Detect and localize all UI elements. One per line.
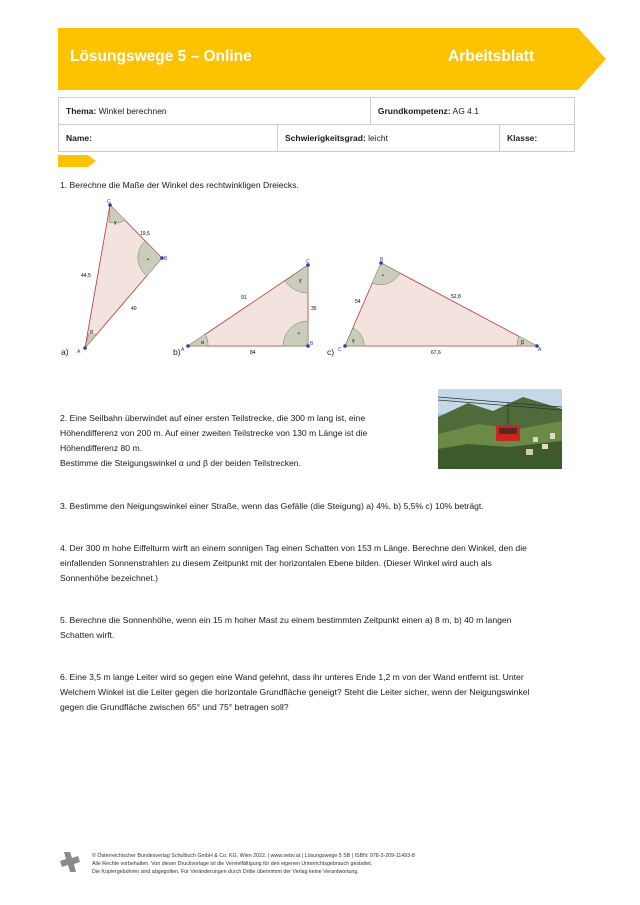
task-1: 1. Berechne die Maße der Winkel des rechtwinkligen Dreiecks. [60,180,299,190]
section-marker-arrow [58,155,98,167]
vertex-c-label: C [306,259,310,265]
triangle-a [77,199,168,355]
side-ac: 91 [241,295,247,301]
vertex-b-label: B [164,256,168,262]
vertex-c-label: C [338,347,342,353]
vertex-a-label: A [181,347,185,353]
task-6: 6. Eine 3,5 m lange Leiter wird so gegen eine Wand gelehnt, dass ihr unteres Ende 1,2 m von der Wand entfernt ist. Unter Welchem Winkel ist die Leiter gegen die horizontale Grundfläche geneigt? Steht die Leiter sicher, wenn der Neigungswinkel gegen die Grundfläche zwischen 65° und 75° betragen soll? [60,672,530,712]
triangle-figures [55,195,565,365]
competence-cell: Grundkompetenz: AG 4.1 [370,98,574,125]
class-cell[interactable]: Klasse: [500,125,575,152]
side-bc: 35 [311,306,317,312]
figure-b-label: b) [173,347,181,357]
doc-type: Arbeitsblatt [448,48,535,65]
angle-gamma: γ [352,338,355,344]
name-cell[interactable]: Name: [59,125,278,152]
series-title: Lösungswege 5 – Online [70,48,252,65]
publisher-logo-icon [60,850,82,874]
triangle-c [338,257,542,356]
angle-beta: β [521,340,524,346]
side-ac: 54 [355,299,361,305]
triangle-b [181,259,317,356]
angle-alpha: • [382,273,384,279]
side-ca: 44,5 [81,273,91,279]
task-3: 3. Bestimme den Neigungswinkel einer Straße, wenn das Gefälle (die Steigung) a) 4%, b) 5,5% c) 10% beträgt. [60,501,484,511]
figure-a-label: a) [61,347,69,357]
side-cb: 19,5 [140,231,150,237]
task-2: 2. Eine Seilbahn überwindet auf einer ersten Teilstrecke, die 300 m lang ist, eine Höhendifferenz von 200 m. Auf einer zweiten Teilstrecke von 130 m Länge ist die Höhendifferenz 80 m. Bestimme die Steigungswinkel α und β der beiden Teilstrecken. [60,413,368,468]
side-ab: 84 [250,350,256,356]
difficulty-cell: Schwierigkeitsgrad: leicht [278,125,500,152]
angle-gamma: γ [114,220,117,226]
topic-cell: Thema: Winkel berechnen [59,98,371,125]
angle-beta: • [147,257,149,263]
figure-c-label: c) [327,347,335,357]
side-ab: 40 [131,306,137,312]
vertex-c-label: C [107,199,111,205]
triangles-svg [55,195,565,365]
angle-gamma: γ [299,278,302,284]
vertex-a-label: A [538,347,542,353]
vertex-a-label: A [77,349,81,355]
vertex-b-label: B [380,257,384,263]
vertex-b-label: B [310,341,314,347]
side-ab: 52,8 [451,294,461,300]
side-cb: 67,6 [431,350,441,356]
info-table [58,97,575,152]
angle-beta: • [298,331,300,337]
header-banner [58,28,606,90]
angle-alpha: α [201,340,204,346]
footer-copyright: © Österreichischer Bundesverlag Schulbuch GmbH & Co. KG, Wien 2022. | www.oebv.at | Lösungswege 5 SB | ISBN: 978-3-209-11493-8 Alle Rechte vorbehalten. Von dieser Druckvorlage ist die Vervielfältigung für den eigenen Unterrichtsgebrauch gestattet. Die Kopiergebühren sind abgegolten. Für Veränderungen durch Dritte übernimmt der Verlag keine Verantwortung. [92,853,415,875]
task-4: 4. Der 300 m hohe Eiffelturm wirft an einem sonnigen Tag einen Schatten von 153 m Länge. Berechne den Winkel, den die einfallenden Sonnenstrahlen zu diesem Zeitpunkt mit der horizontalen Ebene bilden. (Dieser Winkel wird auch als Sonnenhöhe bezeichnet.) [60,543,527,583]
angle-alpha: α [90,329,93,335]
task-5: 5. Berechne die Sonnenhöhe, wenn ein 15 m hoher Mast zu einem bestimmten Zeitpunkt einen a) 8 m, b) 40 m langen Schatten wirft. [60,615,512,640]
cable-car-photo [438,389,562,469]
